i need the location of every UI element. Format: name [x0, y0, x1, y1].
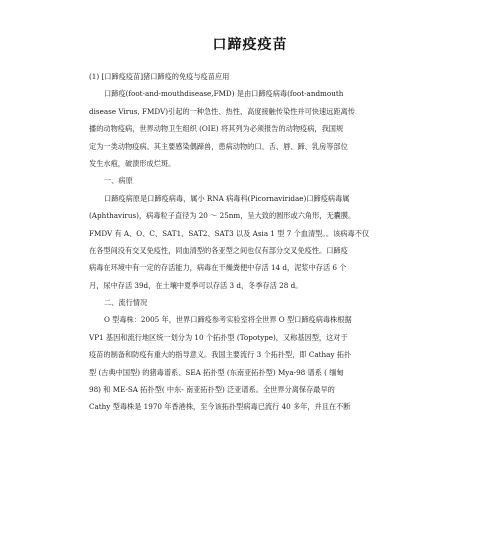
text-line: Cathy 型毒株是 1970 年香港株，至今该拓扑型病毒已流行 40 多年，并且在不断: [89, 402, 351, 412]
text-line: 二、流行情况: [104, 298, 148, 308]
text-line: 定为一类动物疫病。其主要感染偶蹄兽，患病动物的口、舌、唇、蹄、乳房等部位: [89, 141, 348, 151]
text-line: 口蹄疫(foot-and-mouthdisease,FMD) 是由口蹄疫病毒(foot-andmouth: [104, 89, 344, 99]
text-line: disease Virus, FMDV)引起的一种急性、热性、高度接触传染性并可快速远距离传: [89, 106, 355, 116]
text-line: 型 (古典中国型) 的猪毒谱系、SEA 拓扑型 (东南亚拓扑型) Mya-98 谱系 ( 缅甸: [89, 367, 344, 377]
document-title: 口蹄疫疫苗: [212, 37, 288, 53]
text-line: 月，尿中存活 39d，在土壤中夏季可以存活 3 d，冬季存活 28 d。: [89, 280, 303, 290]
text-line: (Aphthavirus)，病毒粒子直径为 20 ～ 25nm，呈大致的圆形或六角形，无囊膜。: [89, 211, 356, 221]
text-line: 口蹄疫病原是口蹄疫病毒，属小 RNA 病毒科(Picornaviridae)口蹄疫病毒属: [104, 193, 350, 203]
text-line: VP1 基因和流行地区统一划分为 10 个拓扑型 (Topotype)，又称基因型，这对于: [89, 332, 348, 342]
text-line: O 型毒株：2005 年，世界口蹄疫参考实验室将全世界 O 型口蹄疫病毒株根据: [104, 315, 352, 325]
text-line: (1) [口蹄疫疫苗]猪口蹄疫的免疫与疫苗应用: [89, 72, 230, 81]
text-line: 发生水疱，破溃形成烂斑。: [89, 158, 176, 168]
text-line: 疫苗的制备和防疫有重大的指导意义。我国主要流行 3 个拓扑型，即 Cathay 拓扑: [89, 350, 352, 360]
text-line: FMDV 有 A、O、C、SAT1、SAT2、SAT3 以及 Asia 1 型 7 个血清型。。该病毒不仅: [89, 228, 370, 238]
text-line: 98) 和 ME-SA 拓扑型( 中东- 南亚拓扑型) 泛亚谱系。全世界分离保存最早的: [89, 385, 335, 395]
text-line: 播的动物疫病，世界动物卫生组织 (OIE) 将其列为必须报告的动物疫病，我国规: [89, 124, 344, 134]
text-line: 病毒在环境中有一定的存活能力，病毒在干燥粪便中存活 14 d，泥浆中存活 6 个: [89, 263, 347, 273]
text-line: 一、病原: [104, 176, 133, 186]
text-line: 在各型间没有交叉免疫性，同血清型的各亚型之间也仅有部分交叉免疫性。口蹄疫: [89, 245, 348, 255]
document-body: [89, 68, 419, 416]
